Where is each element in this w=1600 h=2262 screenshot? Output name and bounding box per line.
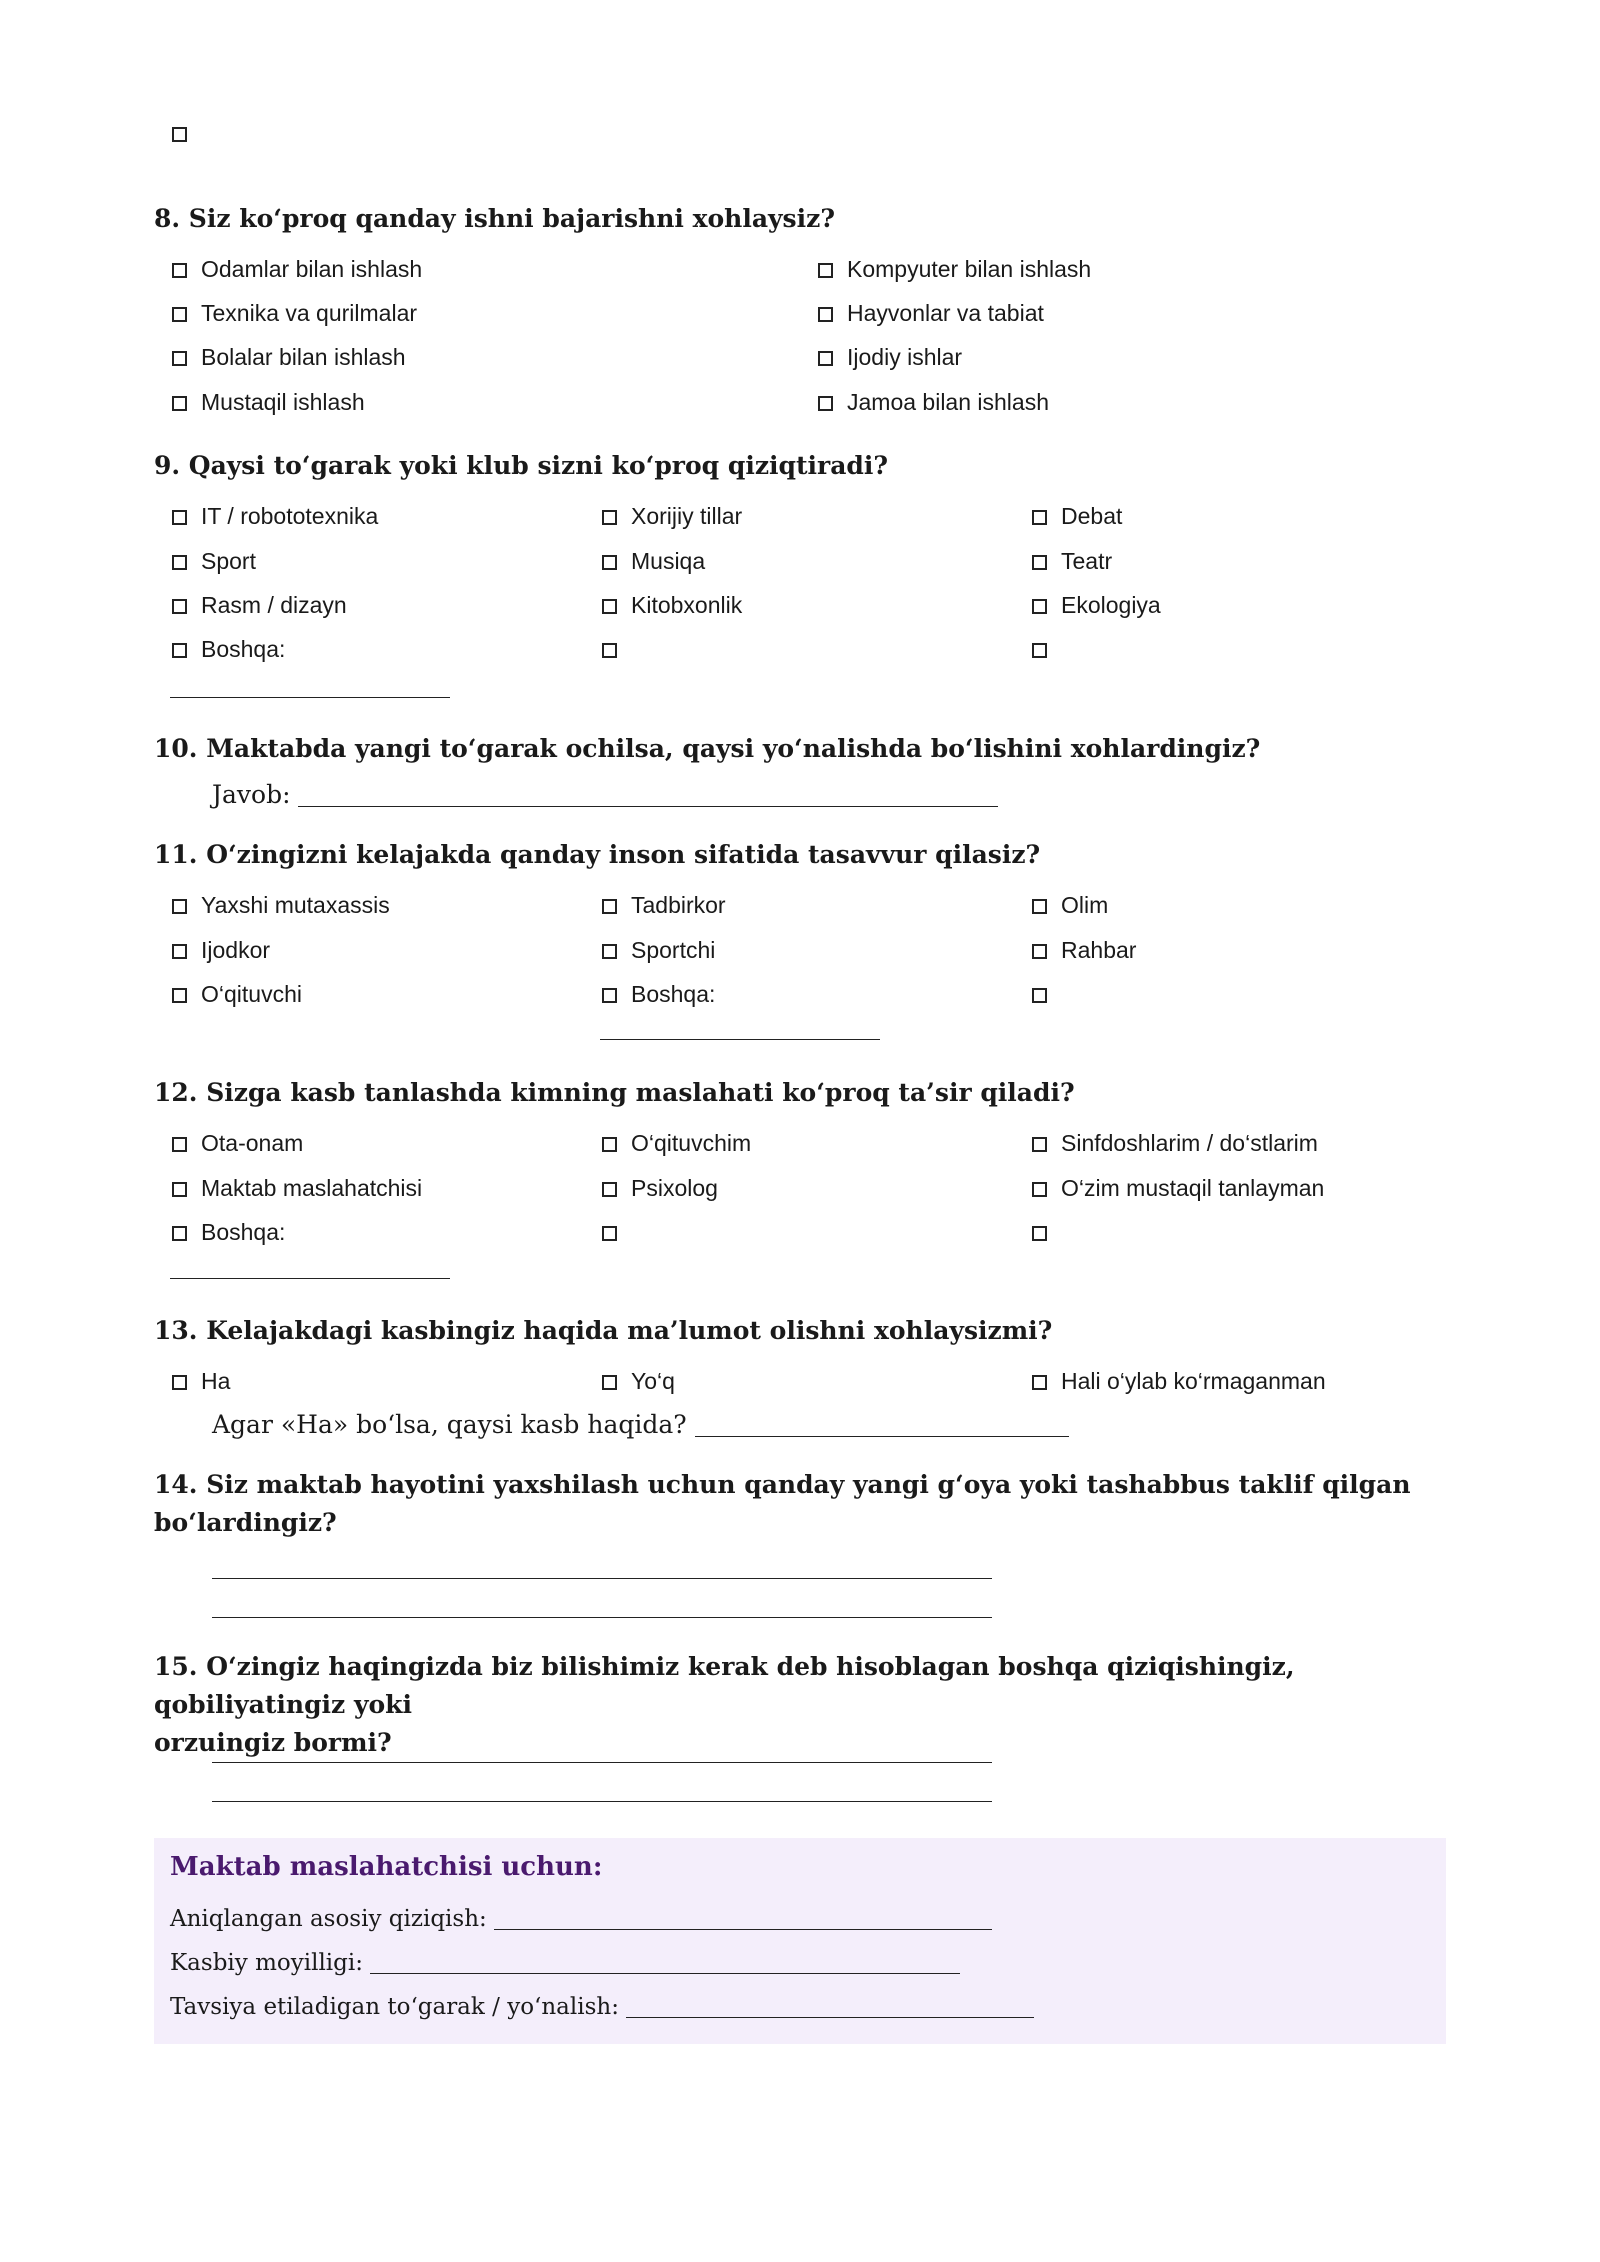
question-9-title: 9. Qaysi to‘garak yoki klub sizni ko‘proq qiziqtiradi? <box>154 451 889 480</box>
counselor-recommended-label: Tavsiya etiladigan to‘garak / yo‘nalish: <box>170 1994 619 2020</box>
checkbox[interactable] <box>602 899 617 914</box>
q8-option[interactable]: Texnika va qurilmalar <box>172 298 417 328</box>
q11-option[interactable]: Sportchi <box>602 935 715 965</box>
q8-option[interactable]: Odamlar bilan ishlash <box>172 254 422 284</box>
q12-option[interactable]: Maktab maslahatchisi <box>172 1173 422 1203</box>
checkbox[interactable] <box>1032 599 1047 614</box>
counselor-recommended-line[interactable] <box>626 1995 1034 2018</box>
checkbox[interactable] <box>602 555 617 570</box>
q11-option[interactable]: Olim <box>1032 890 1108 920</box>
q8-option[interactable]: Jamoa bilan ishlash <box>818 387 1049 417</box>
checkbox[interactable] <box>602 1182 617 1197</box>
counselor-recommended-row <box>170 1994 1034 2020</box>
q12-option[interactable]: O‘qituvchim <box>602 1128 751 1158</box>
q9-option[interactable]: Rasm / dizayn <box>172 590 347 620</box>
q13-option[interactable]: Yo‘q <box>602 1366 675 1396</box>
checkbox[interactable] <box>172 1182 187 1197</box>
checkbox-item[interactable] <box>602 1217 631 1247</box>
q8-option[interactable]: Hayvonlar va tabiat <box>818 298 1044 328</box>
q13-followup-label: Agar «Ha» bo‘lsa, qaysi kasb haqida? <box>212 1410 687 1439</box>
checkbox[interactable] <box>602 1137 617 1152</box>
checkbox-item[interactable] <box>1032 979 1061 1009</box>
counselor-interest-line[interactable] <box>494 1907 992 1930</box>
checkbox[interactable] <box>818 351 833 366</box>
q11-option[interactable]: Tadbirkor <box>602 890 726 920</box>
checkbox[interactable] <box>172 1137 187 1152</box>
q9-option-other[interactable]: Boshqa: <box>172 634 285 664</box>
checkbox[interactable] <box>818 396 833 411</box>
q9-option[interactable]: Kitobxonlik <box>602 590 742 620</box>
checkbox[interactable] <box>172 944 187 959</box>
checkbox-item[interactable] <box>602 634 631 664</box>
question-15-title-line1: 15. O‘zingiz haqingizda biz bilishimiz kerak deb hisoblagan boshqa qiziqishingiz, qobiliyatingiz yoki <box>154 1652 1295 1719</box>
question-11-title: 11. O‘zingizni kelajakda qanday inson sifatida tasavvur qilasiz? <box>154 840 1041 869</box>
checkbox[interactable] <box>172 351 187 366</box>
question-14-title-line1: 14. Siz maktab hayotini yaxshilash uchun qanday yangi g‘oya yoki tashabbus taklif qilgan <box>154 1470 1411 1499</box>
checkbox[interactable] <box>172 643 187 658</box>
counselor-inclination-label: Kasbiy moyilligi: <box>170 1950 363 1976</box>
q14-answer-line-2[interactable] <box>212 1617 992 1618</box>
q9-option[interactable]: Musiqa <box>602 546 705 576</box>
checkbox[interactable] <box>602 510 617 525</box>
checkbox[interactable] <box>172 510 187 525</box>
checkbox[interactable] <box>1032 944 1047 959</box>
checkbox[interactable] <box>172 599 187 614</box>
q9-option[interactable]: Sport <box>172 546 256 576</box>
counselor-inclination-row <box>170 1950 960 1976</box>
q12-option[interactable]: Ota-onam <box>172 1128 303 1158</box>
q9-option[interactable]: Xorijiy tillar <box>602 501 742 531</box>
checkbox[interactable] <box>172 396 187 411</box>
question-13-title: 13. Kelajakdagi kasbingiz haqida ma’lumot olishni xohlaysizmi? <box>154 1316 1053 1345</box>
q12-option[interactable]: Psixolog <box>602 1173 718 1203</box>
question-14-title-line2: bo‘lardingiz? <box>154 1508 337 1537</box>
q8-option[interactable]: Bolalar bilan ishlash <box>172 342 406 372</box>
q14-answer-line-1[interactable] <box>212 1578 992 1579</box>
q12-other-answer-line[interactable] <box>170 1278 450 1279</box>
q10-answer-label: Javob: <box>212 780 291 809</box>
q13-option[interactable]: Hali o‘ylab ko‘rmaganman <box>1032 1366 1326 1396</box>
question-15-title <box>154 1648 1444 1762</box>
counselor-inclination-line[interactable] <box>370 1951 960 1974</box>
q8-option[interactable]: Kompyuter bilan ishlash <box>818 254 1091 284</box>
q15-answer-line-2[interactable] <box>212 1801 992 1802</box>
q11-option-other[interactable]: Boshqa: <box>602 979 715 1009</box>
checkbox[interactable] <box>1032 1182 1047 1197</box>
q9-option[interactable]: IT / robototexnika <box>172 501 378 531</box>
checkbox[interactable] <box>602 1375 617 1390</box>
checkbox-item[interactable] <box>1032 1217 1061 1247</box>
q9-option[interactable]: Teatr <box>1032 546 1112 576</box>
checkbox[interactable] <box>172 555 187 570</box>
q11-other-answer-line[interactable] <box>600 1039 880 1040</box>
counselor-title: Maktab maslahatchisi uchun: <box>170 1852 603 1882</box>
q15-answer-line-1[interactable] <box>212 1762 992 1763</box>
counselor-interest-label: Aniqlangan asosiy qiziqish: <box>170 1906 487 1932</box>
q9-option[interactable]: Ekologiya <box>1032 590 1161 620</box>
checkbox[interactable] <box>1032 555 1047 570</box>
q13-followup-row <box>212 1408 1069 1442</box>
checkbox[interactable] <box>1032 643 1047 658</box>
q11-option[interactable]: Rahbar <box>1032 935 1136 965</box>
checkbox[interactable] <box>818 263 833 278</box>
q13-option[interactable]: Ha <box>172 1366 230 1396</box>
checkbox[interactable] <box>172 127 187 142</box>
checkbox[interactable] <box>602 944 617 959</box>
question-10-title: 10. Maktabda yangi to‘garak ochilsa, qaysi yo‘nalishda bo‘lishini xohlardingiz? <box>154 734 1261 763</box>
checkbox[interactable] <box>172 1375 187 1390</box>
checkbox[interactable] <box>818 307 833 322</box>
checkbox[interactable] <box>172 1226 187 1241</box>
q11-option[interactable]: Yaxshi mutaxassis <box>172 890 390 920</box>
checkbox[interactable] <box>1032 988 1047 1003</box>
checkbox[interactable] <box>602 988 617 1003</box>
checkbox[interactable] <box>1032 1226 1047 1241</box>
q11-option[interactable]: Ijodkor <box>172 935 270 965</box>
q13-followup-line[interactable] <box>695 1412 1069 1437</box>
q8-option[interactable]: Mustaqil ishlash <box>172 387 365 417</box>
checkbox[interactable] <box>602 1226 617 1241</box>
q10-answer-row <box>212 778 998 812</box>
checkbox[interactable] <box>1032 1375 1047 1390</box>
checkbox[interactable] <box>1032 510 1047 525</box>
q12-option-other[interactable]: Boshqa: <box>172 1217 285 1247</box>
question-14-title <box>154 1466 1444 1542</box>
checkbox-item[interactable] <box>172 118 201 148</box>
counselor-interest-row <box>170 1906 992 1932</box>
checkbox[interactable] <box>1032 899 1047 914</box>
checkbox[interactable] <box>172 263 187 278</box>
checkbox[interactable] <box>172 899 187 914</box>
checkbox-item[interactable] <box>1032 634 1061 664</box>
q12-option[interactable]: Sinfdoshlarim / do‘stlarim <box>1032 1128 1318 1158</box>
q11-option[interactable]: O‘qituvchi <box>172 979 302 1009</box>
counselor-section <box>154 1838 1446 2044</box>
question-12-title: 12. Sizga kasb tanlashda kimning maslahati ko‘proq ta’sir qiladi? <box>154 1078 1075 1107</box>
q12-option[interactable]: O‘zim mustaqil tanlayman <box>1032 1173 1324 1203</box>
q10-answer-line[interactable] <box>298 782 998 807</box>
checkbox[interactable] <box>172 988 187 1003</box>
q9-option[interactable]: Debat <box>1032 501 1122 531</box>
checkbox[interactable] <box>172 307 187 322</box>
q8-option[interactable]: Ijodiy ishlar <box>818 342 962 372</box>
checkbox[interactable] <box>602 643 617 658</box>
q9-other-answer-line[interactable] <box>170 697 450 698</box>
question-8-title: 8. Siz ko‘proq qanday ishni bajarishni xohlaysiz? <box>154 204 835 233</box>
checkbox[interactable] <box>602 599 617 614</box>
checkbox[interactable] <box>1032 1137 1047 1152</box>
question-15-title-line2: orzuingiz bormi? <box>154 1728 392 1757</box>
